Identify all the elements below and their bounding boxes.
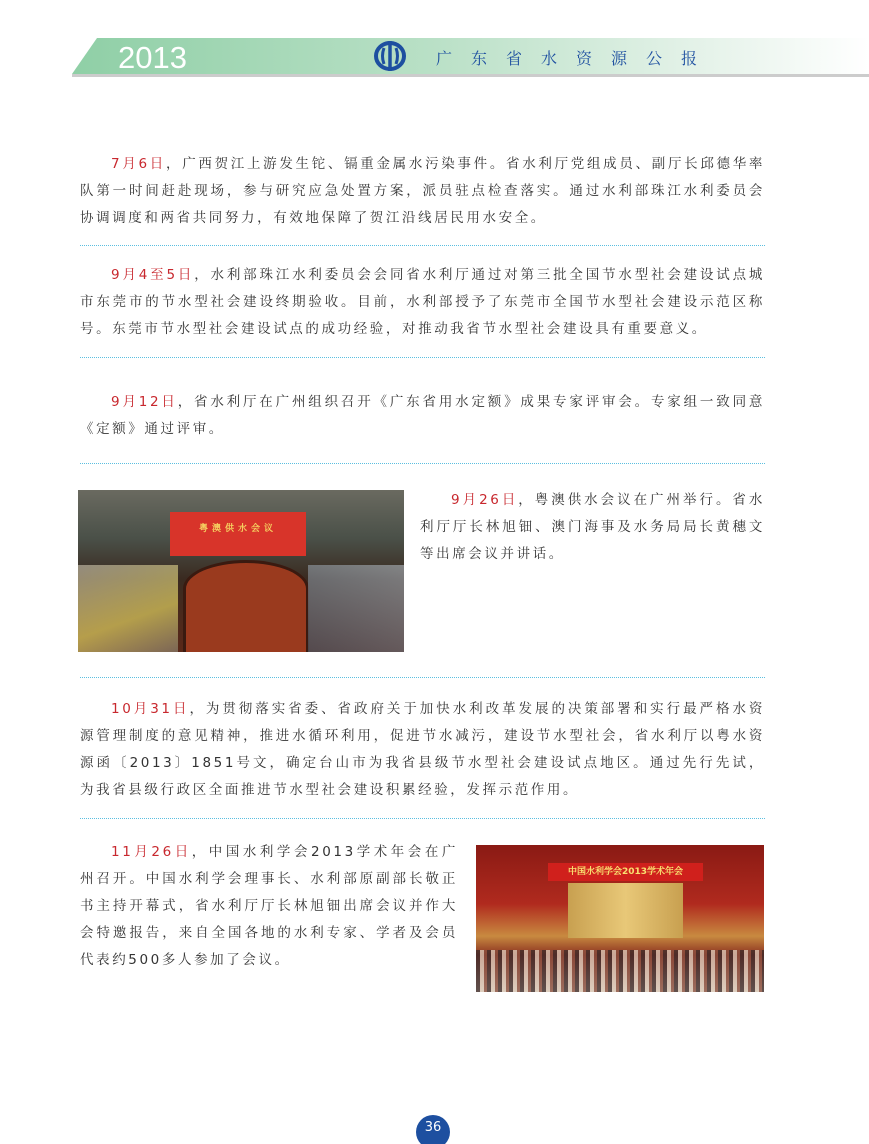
entry-date: 11月26日 — [111, 844, 192, 860]
entry-date: 10月31日 — [111, 701, 190, 717]
water-resources-logo-icon — [373, 40, 407, 72]
entry-paragraph — [80, 696, 765, 804]
conference-table — [183, 560, 309, 652]
audience — [476, 950, 764, 992]
header-title: 广东省水资源公报 — [436, 49, 717, 68]
page-number: 36 — [416, 1115, 450, 1144]
entry-paragraph — [80, 151, 765, 232]
entry-date: 9月12日 — [111, 394, 178, 410]
dotted-divider — [80, 245, 765, 246]
entry-paragraph — [80, 262, 765, 343]
entry-paragraph — [80, 839, 458, 974]
entry-date: 9月26日 — [451, 492, 519, 508]
dotted-divider — [80, 818, 765, 819]
entry-text: ，广西贺江上游发生铊、镉重金属水污染事件。省水利厅党组成员、副厅长邱德华率队第一时间赶赴现场，参与研究应急处置方案，派员驻点检查落实。通过水利部珠江水利委员会协调调度和两省共同努力，有效地保障了贺江沿线居民用水安全。 — [80, 156, 766, 226]
entry-text: ，中国水利学会2013学术年会在广州召开。中国水利学会理事长、水利部原副部长敬正书主持开幕式，省水利厅厅长林旭钿出席会议并作大会特邀报告，来自全国各地的水利专家、学者及会员代表约500多人参加了会议。 — [80, 844, 458, 968]
photo-banner: 中国水利学会2013学术年会 — [548, 863, 703, 881]
entry-date: 9月4至5日 — [111, 267, 195, 283]
entry-date: 7月6日 — [111, 156, 166, 172]
stage-curtain — [568, 883, 683, 938]
meeting-photo — [78, 490, 404, 652]
entry-text: ，水利部珠江水利委员会会同省水利厅通过对第三批全国节水型社会建设试点城市东莞市的节水型社会建设终期验收。目前，水利部授予了东莞市全国节水型社会建设示范区称号。东莞市节水型社会建设试点的成功经验，对推动我省节水型社会建设具有重要意义。 — [80, 267, 765, 337]
entry-text: ，粤澳供水会议在广州举行。省水利厅厅长林旭钿、澳门海事及水务局局长黄穗文等出席会议并讲话。 — [420, 492, 765, 562]
attendees-right — [308, 565, 404, 652]
photo-banner: 粤澳供水会议 — [170, 512, 306, 556]
header-year: 2013 — [118, 40, 187, 75]
entry-paragraph — [80, 389, 765, 443]
dotted-divider — [80, 463, 765, 464]
conference-photo — [476, 845, 764, 992]
entry-text: ，为贯彻落实省委、省政府关于加快水利改革发展的决策部署和实行最严格水资源管理制度的意见精神，推进水循环利用，促进节水减污，建设节水型社会，省水利厅以粤水资源函〔2013〕1851号文，确定台山市为我省县级节水型社会建设试点地区。通过先行先试，为我省县级行政区全面推进节水型社会建设积累经验，发挥示范作用。 — [80, 701, 766, 798]
attendees-left — [78, 565, 178, 652]
entry-text: ，省水利厅在广州组织召开《广东省用水定额》成果专家评审会。专家组一致同意《定额》通过评审。 — [80, 394, 765, 437]
dotted-divider — [80, 357, 765, 358]
entry-paragraph — [420, 487, 765, 568]
header-banner-shadow — [72, 74, 869, 77]
dotted-divider — [80, 677, 765, 678]
